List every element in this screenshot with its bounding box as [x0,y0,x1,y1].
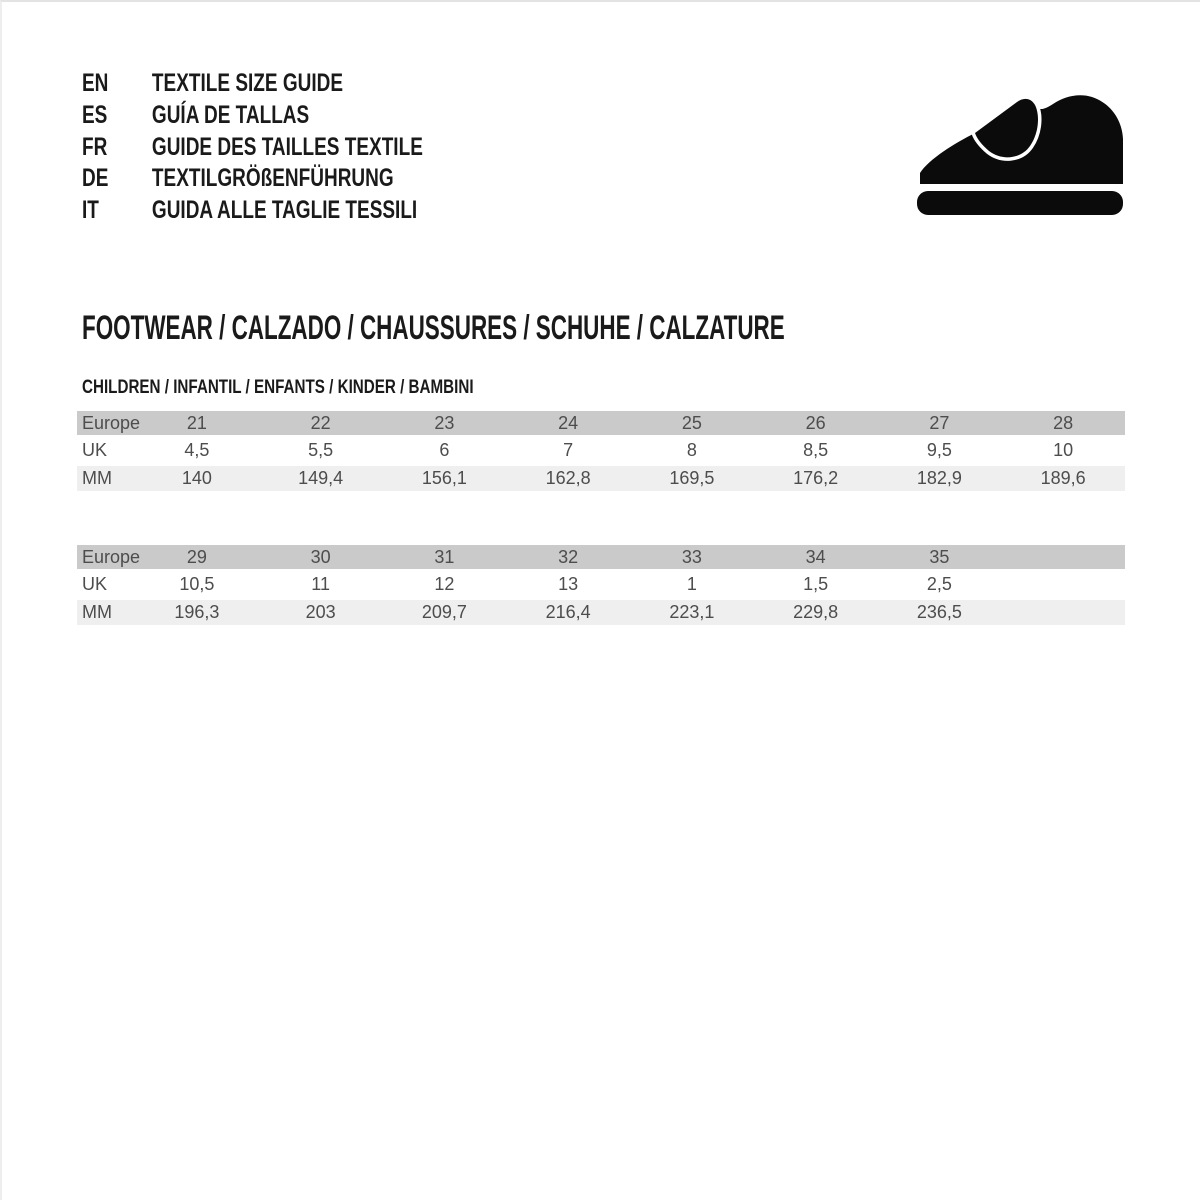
size-table-row-mm [77,466,1125,491]
language-title: TEXTILE SIZE GUIDE [151,69,344,97]
size-table-row-uk [77,569,1125,600]
size-value-cell [1001,600,1125,625]
row-label: Europe [77,411,135,435]
size-value-cell: 1,5 [754,569,878,600]
size-value-cell: 4,5 [135,435,259,466]
size-value-cell: 156,1 [383,466,507,491]
size-table-row-europe [77,545,1125,569]
children-shoe-icon [917,93,1125,215]
section-subtitle-children: CHILDREN / INFANTIL / ENFANTS / KINDER / BAMBINI [82,377,474,398]
size-table-21-28 [77,411,1125,491]
size-value-cell: 182,9 [878,466,1002,491]
size-value-cell: 8,5 [754,435,878,466]
size-value-cell: 8 [630,435,754,466]
language-code: ES [82,100,108,129]
size-table-row-uk [77,435,1125,466]
size-value-cell: 229,8 [754,600,878,625]
size-value-cell: 12 [383,569,507,600]
size-value-cell: 223,1 [630,600,754,625]
row-label: UK [77,569,135,600]
language-title: GUIDA ALLE TAGLIE TESSILI [151,196,418,225]
row-label: MM [77,466,135,491]
row-label: MM [77,600,135,625]
size-value-cell: 2,5 [878,569,1002,600]
size-value-cell: 33 [630,545,754,569]
size-value-cell: 1 [630,569,754,600]
size-value-cell [1001,569,1125,600]
size-value-cell: 209,7 [383,600,507,625]
size-value-cell: 35 [878,545,1002,569]
size-value-cell: 236,5 [878,600,1002,625]
size-value-cell: 29 [135,545,259,569]
size-value-cell: 162,8 [506,466,630,491]
size-value-cell: 22 [259,411,383,435]
size-value-cell: 169,5 [630,466,754,491]
language-code: DE [82,164,109,193]
row-label: UK [77,435,135,466]
language-title: TEXTILGRÖßENFÜHRUNG [151,164,394,193]
size-table-body [77,411,1125,491]
size-value-cell: 32 [506,545,630,569]
size-value-cell: 203 [259,600,383,625]
language-code: FR [82,132,108,161]
size-table-row-europe [77,411,1125,435]
size-table-row-mm [77,600,1125,625]
size-value-cell: 26 [754,411,878,435]
size-value-cell: 189,6 [1001,466,1125,491]
size-value-cell: 30 [259,545,383,569]
row-label: Europe [77,545,135,569]
language-row-de [82,163,423,195]
size-value-cell: 11 [259,569,383,600]
size-value-cell: 140 [135,466,259,491]
language-title-list [82,68,531,227]
language-title: GUIDE DES TAILLES TEXTILE [151,132,423,161]
size-value-cell: 34 [754,545,878,569]
size-value-cell: 21 [135,411,259,435]
language-row-en [82,68,423,100]
language-row-it [82,195,423,227]
size-value-cell: 28 [1001,411,1125,435]
size-value-cell: 196,3 [135,600,259,625]
size-value-cell: 176,2 [754,466,878,491]
size-value-cell: 9,5 [878,435,1002,466]
size-value-cell: 24 [506,411,630,435]
size-value-cell: 10 [1001,435,1125,466]
size-value-cell: 27 [878,411,1002,435]
size-table-body [77,545,1125,625]
size-value-cell: 25 [630,411,754,435]
size-table-29-35 [77,545,1125,625]
language-code: IT [82,196,99,225]
section-title-footwear: FOOTWEAR / CALZADO / CHAUSSURES / SCHUHE / CALZATURE [82,309,785,347]
size-value-cell: 149,4 [259,466,383,491]
size-value-cell: 6 [383,435,507,466]
size-value-cell: 7 [506,435,630,466]
size-value-cell: 31 [383,545,507,569]
language-row-es [82,100,423,132]
size-value-cell: 13 [506,569,630,600]
language-title: GUÍA DE TALLAS [151,100,310,129]
size-value-cell: 216,4 [506,600,630,625]
language-row-fr [82,132,423,164]
size-value-cell [1001,545,1125,569]
language-code: EN [82,69,109,97]
size-value-cell: 10,5 [135,569,259,600]
size-value-cell: 23 [383,411,507,435]
size-value-cell: 5,5 [259,435,383,466]
shoe-sole [917,191,1123,215]
